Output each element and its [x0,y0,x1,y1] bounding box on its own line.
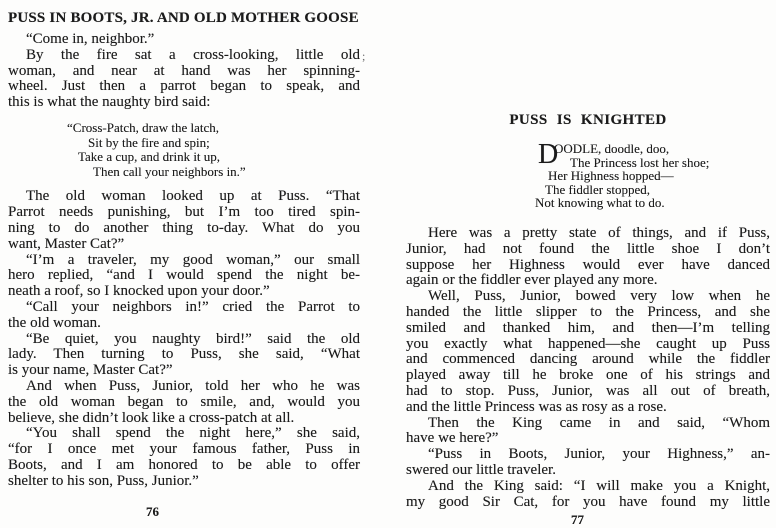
text-line: handed the little slipper to the Princess, and she [406,303,770,320]
text-line: smiled and thanked him, and then—I’m telling [406,319,770,336]
text-line: hero replied, “and I would spend the night be- [8,267,360,284]
paragraph [8,332,360,379]
page-number-right: 77 [571,512,584,527]
text-line: Sit by the fire and spin; [88,134,210,150]
text-line: “I’m a traveler, my good woman,” our small [26,251,360,268]
text-line: woman, and near at hand was her spinning- [8,62,360,79]
text-line: The Princess lost her shoe; [570,154,710,170]
text-line: “Be quiet, you naughty bird!” said the old [26,330,360,347]
paragraph [406,226,770,289]
paragraph [8,189,360,252]
paragraph [406,289,770,415]
text-line: OODLE, doodle, doo, [554,141,670,156]
running-header: PUSS IN BOOTS, JR. AND OLD MOTHER GOOSE [8,10,359,26]
text-line: By the fire sat a cross-looking, little old [26,46,360,63]
text-line: Then the King came in and said, “Whom [428,414,770,431]
text-line: had to stop. Puss, Junior, was all out of breath, [406,382,770,399]
text-line: my good Sir Cat, for you have found my little [406,493,770,510]
text-line: “Call your neighbors in!” cried the Parrot to [26,298,360,315]
text-line: Well, Puss, Junior, bowed very low when he [428,288,770,305]
right-page [406,112,770,510]
text-line: “You shall spend the night here,” she said, [26,425,360,442]
paragraph [8,300,360,332]
text-line: The fiddler stopped, [545,181,651,197]
text-line: lady. Then turning to Puss, she said, “What [8,346,360,363]
paragraph [8,426,360,489]
text-line: again or the fiddler ever played any more. [406,272,658,289]
text-line: Parrot needs punishing, but I’m too tired spin- [8,204,360,221]
paragraph [406,447,770,479]
text-line: The old woman looked up at Puss. “That [26,188,360,205]
text-line: “Cross-Patch, draw the latch, [67,119,219,135]
text-line: “Come in, neighbor.” [26,31,155,47]
text-line: shelter to his son, Puss, Junior.” [8,472,199,489]
text-line: this is what the naughty bird said: [8,94,211,111]
page-number-left: 76 [146,504,159,519]
text-line: and commenced dancing around while the fiddler [406,351,770,368]
paragraph [406,416,770,448]
text-line: Not knowing what to do. [535,195,665,211]
text-line: Take a cup, and drink it up, [78,149,221,165]
chapter-title: PUSS IS KNIGHTED [509,112,667,128]
text-line: Junior, had not found the little shoe I don’t [406,240,770,257]
text-line: And when Puss, Junior, told her who he was [26,377,360,394]
paragraph [406,479,770,511]
verse-cross-patch [8,121,360,179]
text-line: you exactly what happened—she caught up Puss [406,335,770,352]
text-line: the old woman. [8,314,101,331]
text-line: neath a roof, so I knocked upon your door.” [8,283,270,300]
left-page [8,10,360,490]
text-line: “Puss in Boots, Junior, your Highness,” an- [428,446,770,463]
text-line: played away till he broke one of his strings and [406,367,770,384]
text-line: Her Highness hopped— [548,168,674,184]
text-line: Then call your neighbors in.” [93,163,246,179]
text-line: want, Master Cat?” [8,235,125,252]
text-line: Boots, and I am honored to be able to offer [8,456,360,473]
paragraph [8,253,360,300]
text-line: have we here?” [406,430,499,447]
text-line: is your name, Master Cat?” [8,362,173,379]
right-page-body [406,226,770,510]
text-line: suppose her Highness would ever have danced [406,256,770,273]
text-line: the old woman began to smile, and, would you [8,393,360,410]
text-line: ning to do another thing to-day. What do you [8,219,360,236]
paragraph [8,48,360,111]
text-line: And the King said: “I will make you a Knight, [428,477,770,494]
text-line: Here was a pretty state of things, and if Puss, [428,224,770,241]
text-line: “for I once met your famous father, Puss in [8,441,360,458]
drop-cap-letter: D [538,139,559,170]
verse-doodle [406,139,770,211]
paragraph [8,379,360,426]
text-line: and the little Princess was as rosy as a rose. [406,398,667,415]
text-line: swered our little traveler. [406,461,556,478]
text-line: believe, she didn’t look like a cross-patch at all. [8,409,295,426]
text-line: wheel. Just then a parrot began to speak, and [8,78,360,95]
paragraph [8,32,360,48]
scan-artifact-mark: ; [362,49,366,63]
left-page-body [8,32,360,490]
